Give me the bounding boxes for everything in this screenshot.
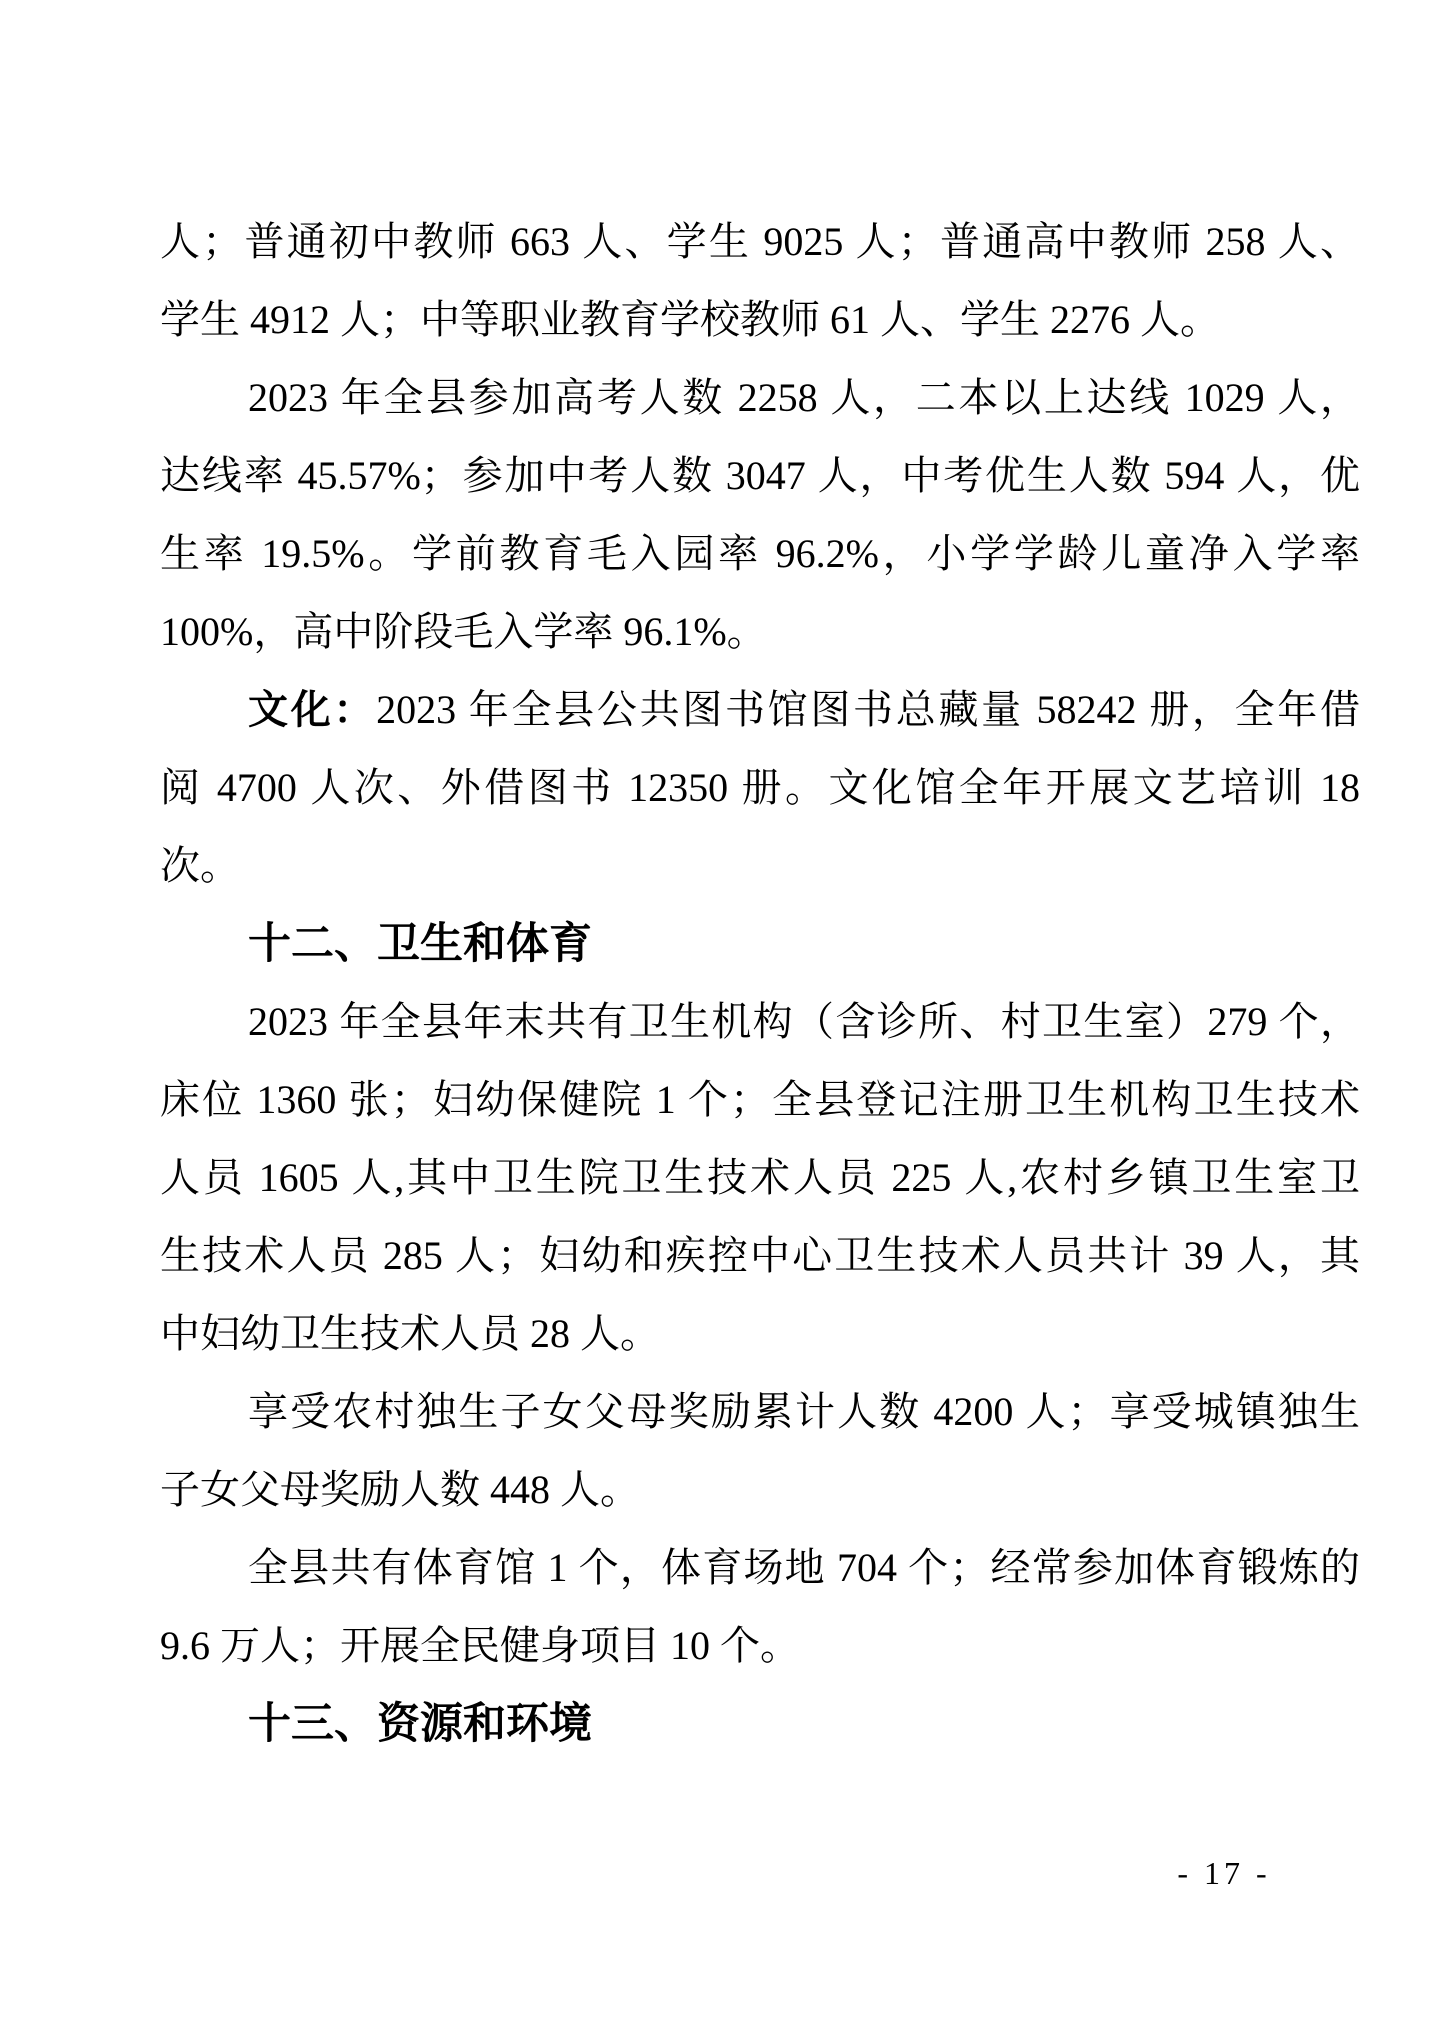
section-heading-13: 十三、资源和环境 xyxy=(248,1700,592,1748)
body-line-text: 2023 年全县公共图书馆图书总藏量 58242 册，全年借 xyxy=(376,687,1360,732)
body-line: 2023 年全县年末共有卫生机构（含诊所、村卫生室）279 个， xyxy=(248,999,1360,1044)
document-content xyxy=(160,203,1360,1763)
body-line: 中妇幼卫生技术人员 28 人。 xyxy=(160,1311,660,1356)
section-heading-12: 十二、卫生和体育 xyxy=(248,920,592,968)
body-line: 学生 4912 人；中等职业教育学校教师 61 人、学生 2276 人。 xyxy=(160,297,1220,342)
body-line: 阅 4700 人次、外借图书 12350 册。文化馆全年开展文艺培训 18 xyxy=(160,765,1360,810)
body-line: 达线率 45.57%；参加中考人数 3047 人，中考优生人数 594 人，优 xyxy=(160,453,1360,498)
body-line: 子女父母奖励人数 448 人。 xyxy=(160,1467,640,1512)
body-line: 次。 xyxy=(160,843,240,888)
culture-run-in-label: 文化： xyxy=(248,687,377,732)
body-line: 生率 19.5%。学前教育毛入园率 96.2%，小学学龄儿童净入学率 xyxy=(160,531,1360,576)
page-number: - 17 - xyxy=(1177,1855,1271,1891)
body-line: 生技术人员 285 人；妇幼和疾控中心卫生技术人员共计 39 人，其 xyxy=(160,1233,1360,1278)
body-line: 2023 年全县参加高考人数 2258 人，二本以上达线 1029 人， xyxy=(248,375,1360,420)
body-line xyxy=(160,671,1360,749)
body-line: 床位 1360 张；妇幼保健院 1 个；全县登记注册卫生机构卫生技术 xyxy=(160,1077,1360,1122)
body-line: 100%，高中阶段毛入学率 96.1%。 xyxy=(160,609,767,654)
body-line: 人员 1605 人,其中卫生院卫生技术人员 225 人,农村乡镇卫生室卫 xyxy=(160,1155,1360,1200)
body-line: 人；普通初中教师 663 人、学生 9025 人；普通高中教师 258 人、 xyxy=(160,219,1360,264)
body-line: 9.6 万人；开展全民健身项目 10 个。 xyxy=(160,1623,800,1668)
body-line: 享受农村独生子女父母奖励累计人数 4200 人；享受城镇独生 xyxy=(248,1389,1360,1434)
body-line: 全县共有体育馆 1 个，体育场地 704 个；经常参加体育锻炼的 xyxy=(248,1545,1360,1590)
